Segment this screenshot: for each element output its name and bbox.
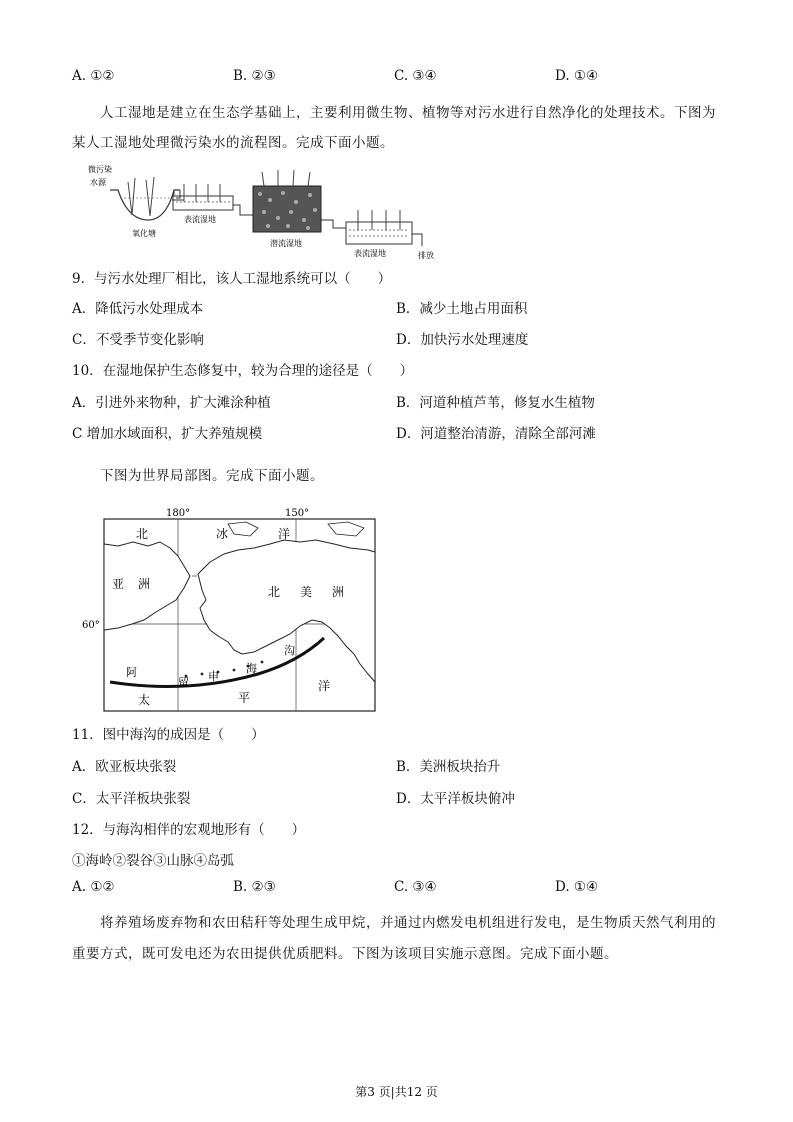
passage2: 下图为世界局部图。完成下面小题。	[100, 468, 324, 484]
q12-stem: 12．与海沟相伴的宏观地形有（ ）	[72, 822, 306, 838]
passage1-line1: 人工湿地是建立在生态学基础上，主要利用微生物、植物等对污水进行自然净化的处理技术。下图为	[100, 105, 716, 121]
q10-option-d: D．河道整治清游，清除全部河滩	[396, 426, 596, 442]
q12-option-c: C. ③④	[394, 879, 437, 895]
option-d: D. ①④	[555, 68, 599, 84]
q10-option-c: C 增加水域面积，扩大养殖规模	[72, 426, 263, 442]
ocean-label-3: 洋	[278, 527, 291, 541]
passage3-line2: 重要方式，既可发电还为农田提供优质肥料。下图为该项目实施示意图。完成下面小题。	[72, 946, 618, 962]
q9-option-b: B．减少土地占用面积	[396, 301, 528, 317]
na-label-1: 北	[268, 585, 281, 599]
q11-option-d: D．太平洋板块俯冲	[396, 791, 515, 807]
pacific-label-2: 平	[238, 691, 251, 705]
na-label-2: 美	[300, 585, 313, 599]
passage3-line1: 将养殖场废弃物和农田秸秆等处理生成甲烷，并通过内燃发电机组进行发电，是生物质天然气利用的	[100, 915, 716, 931]
q9-stem: 9．与污水处理厂相比，该人工湿地系统可以（ ）	[72, 271, 392, 287]
q10-stem: 10．在湿地保护生态修复中，较为合理的途径是（ ）	[72, 363, 414, 379]
ocean-label-1: 北	[136, 527, 149, 541]
lon-180-label: 180°	[166, 508, 191, 519]
trench-label-5: 沟	[284, 644, 295, 657]
trench-label-4: 海	[246, 662, 257, 675]
q11-option-a: A．欧亚板块张裂	[72, 759, 177, 775]
stage1-label: 氧化塘	[132, 229, 156, 238]
trench-label-3: 申	[208, 670, 219, 683]
option-a: A. ①②	[72, 68, 115, 84]
stage3-label: 潜流湿地	[270, 239, 302, 248]
pacific-label-3: 洋	[318, 679, 331, 693]
q9-option-a: A．降低污水处理成本	[72, 301, 204, 317]
option-c: C. ③④	[394, 68, 437, 84]
q12-option-b: B. ②③	[233, 879, 276, 895]
q12-items: ①海岭②裂谷③山脉④岛弧	[72, 853, 234, 869]
q12-option-a: A. ①②	[72, 879, 115, 895]
ocean-label-2: 冰	[216, 527, 229, 541]
trench-label-2: 留	[178, 676, 189, 689]
stage2-label: 表流湿地	[184, 215, 216, 224]
page-footer: 第3 页|共12 页	[355, 1085, 438, 1099]
q10-option-b: B．河道种植芦苇，修复水生植物	[396, 395, 595, 411]
asia-label-1: 亚	[112, 577, 125, 591]
q12-option-d: D. ①④	[555, 879, 599, 895]
q11-option-b: B．美洲板块抬升	[396, 759, 501, 775]
na-label-3: 洲	[332, 585, 345, 599]
q9-option-c: C．不受季节变化影响	[72, 332, 204, 348]
q9-option-d: D．加快污水处理速度	[396, 332, 529, 348]
option-b: B. ②③	[233, 68, 276, 84]
source-label-2: 水源	[90, 178, 106, 187]
passage1-line2: 某人工湿地处理微污染水的流程图。完成下面小题。	[72, 135, 394, 151]
source-label-1: 微污染	[88, 165, 112, 174]
wetland-flow-diagram	[88, 160, 438, 260]
pacific-label-1: 太	[138, 693, 151, 707]
q10-option-a: A．引进外来物种，扩大滩涂种植	[72, 395, 271, 411]
q11-stem: 11．图中海沟的成因是（ ）	[72, 727, 265, 743]
lat-60-label: 60°	[82, 620, 100, 631]
stage4-label: 表流湿地	[354, 249, 386, 258]
world-partial-map	[78, 504, 383, 714]
outlet-label: 排放	[418, 251, 434, 260]
asia-label-2: 洲	[138, 577, 151, 591]
trench-label-1: 阿	[126, 666, 137, 679]
lon-150-label: 150°	[285, 508, 310, 519]
q11-option-c: C．太平洋板块张裂	[72, 791, 191, 807]
